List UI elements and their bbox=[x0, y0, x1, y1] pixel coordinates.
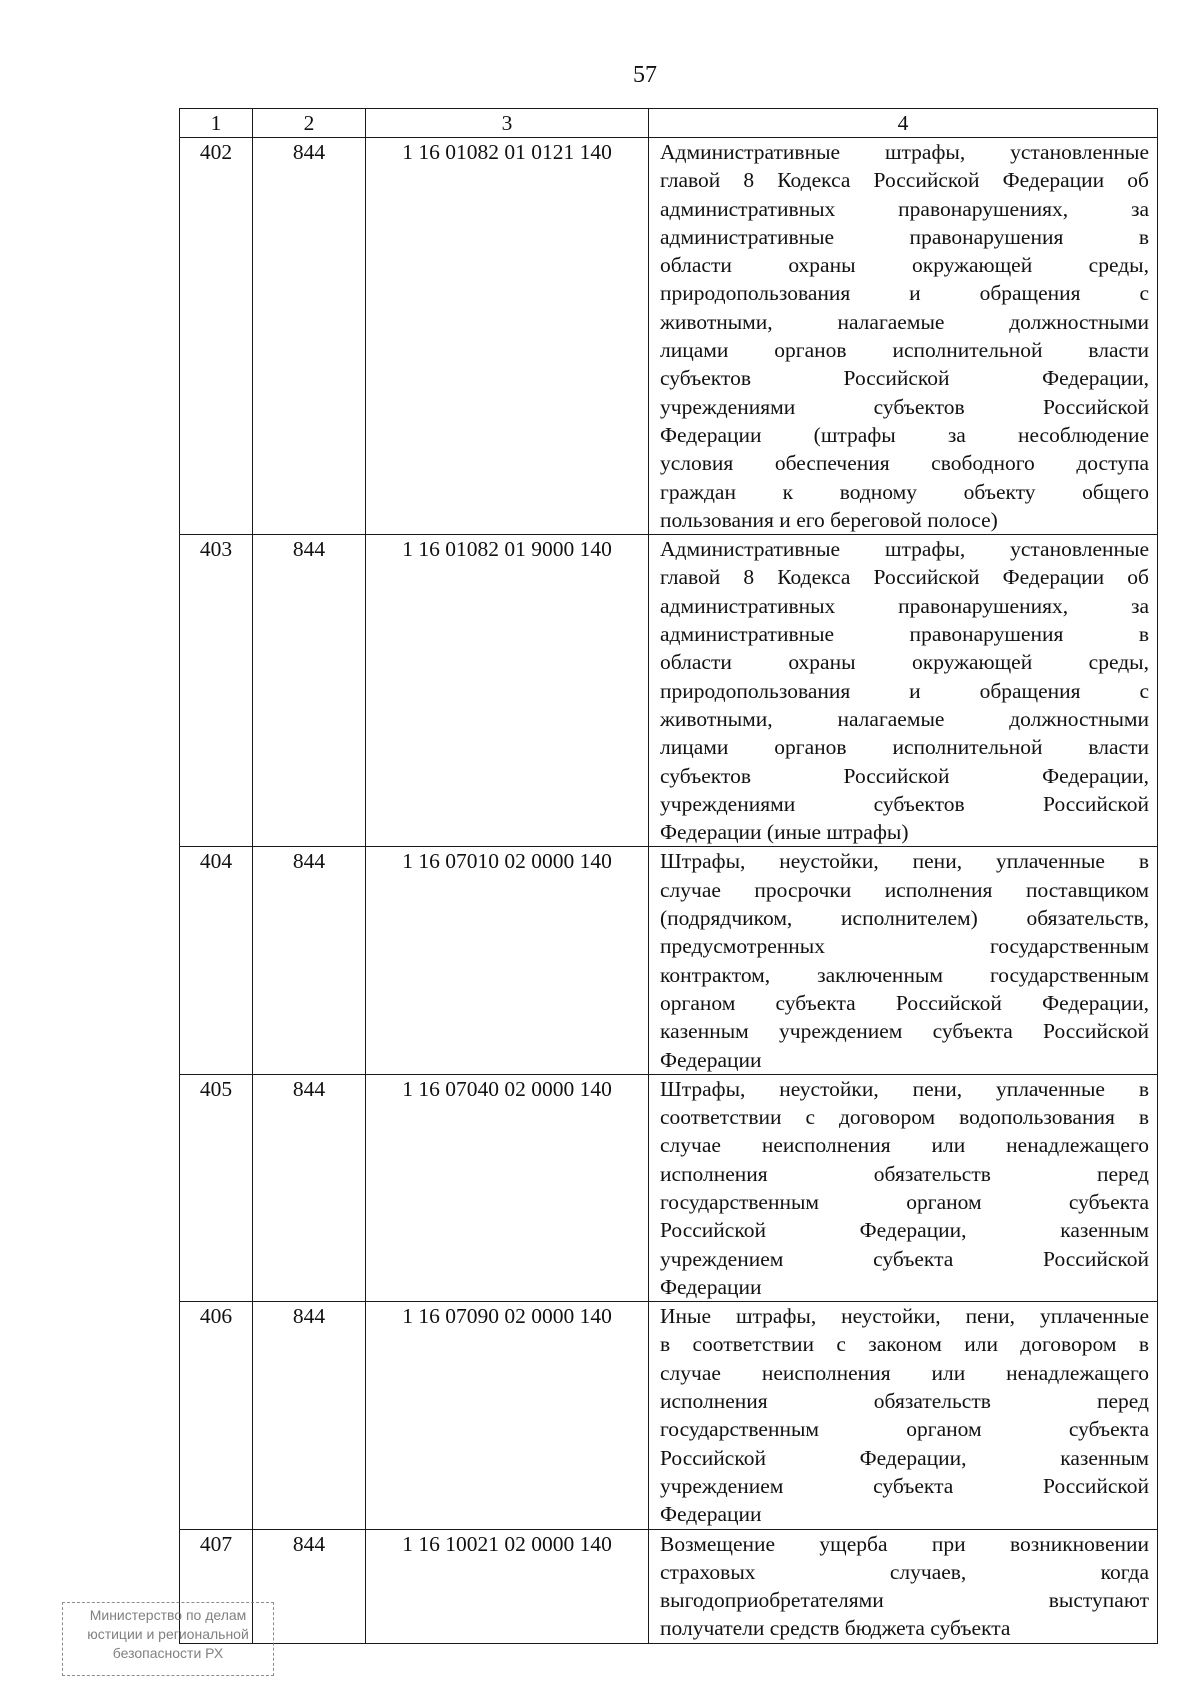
description-line: главой 8 Кодекса Российской Федерации об bbox=[660, 565, 1149, 590]
row-number-cell: 407 bbox=[180, 1529, 253, 1643]
row-number-cell: 404 bbox=[180, 847, 253, 1074]
budget-code-cell: 1 16 10021 02 0000 140 bbox=[366, 1529, 649, 1643]
description-text bbox=[649, 1530, 1157, 1643]
ministry-stamp bbox=[62, 1602, 274, 1676]
description-cell bbox=[649, 138, 1158, 535]
description-line: учреждениями субъектов Российской bbox=[660, 394, 1149, 419]
description-line: лицами органов исполнительной власти bbox=[660, 735, 1149, 760]
description-line: субъектов Российской Федерации, bbox=[660, 366, 1149, 391]
description-line: субъектов Российской Федерации, bbox=[660, 763, 1149, 788]
description-line: случае неисполнения или ненадлежащего bbox=[660, 1133, 1149, 1158]
description-line: Штрафы, неустойки, пени, уплаченные в bbox=[660, 1076, 1149, 1101]
description-cell bbox=[649, 1302, 1158, 1529]
stamp-line-1: Министерство по делам bbox=[89, 1607, 247, 1623]
table-row bbox=[180, 1529, 1158, 1643]
description-line: государственным органом субъекта bbox=[660, 1417, 1149, 1442]
description-line: животными, налагаемые должностными bbox=[660, 309, 1149, 334]
row-number-cell: 406 bbox=[180, 1302, 253, 1529]
budget-code-cell: 1 16 07010 02 0000 140 bbox=[366, 847, 649, 1074]
description-line: учреждением субъекта Российской bbox=[660, 1473, 1149, 1498]
budget-code-cell: 1 16 07090 02 0000 140 bbox=[366, 1302, 649, 1529]
description-line: граждан к водному объекту общего bbox=[660, 479, 1149, 504]
description-cell bbox=[649, 1529, 1158, 1643]
description-text bbox=[649, 847, 1157, 1073]
page-number: 57 bbox=[633, 62, 657, 88]
table-row bbox=[180, 847, 1158, 1074]
stamp-line-3: безопасности РХ bbox=[112, 1645, 224, 1661]
table-row bbox=[180, 1074, 1158, 1301]
description-line: выгодоприобретателями выступают bbox=[660, 1588, 1149, 1613]
description-line: Федерации bbox=[660, 1047, 762, 1072]
admin-code-cell: 844 bbox=[253, 847, 366, 1074]
table-row bbox=[180, 138, 1158, 535]
description-text bbox=[649, 138, 1157, 534]
description-line: административные правонарушения в bbox=[660, 224, 1149, 249]
description-line: предусмотренных государственным bbox=[660, 934, 1149, 959]
description-line: Административные штрафы, установленные bbox=[660, 140, 1149, 164]
description-text bbox=[649, 1302, 1157, 1528]
budget-code-cell: 1 16 01082 01 9000 140 bbox=[366, 535, 649, 847]
header-cell-1: 1 bbox=[180, 109, 253, 138]
budget-classification-table bbox=[179, 108, 1158, 1644]
description-line: случае неисполнения или ненадлежащего bbox=[660, 1360, 1149, 1385]
description-line: исполнения обязательств перед bbox=[660, 1161, 1149, 1186]
description-line: природопользования и обращения с bbox=[660, 281, 1149, 306]
description-line: животными, налагаемые должностными bbox=[660, 706, 1149, 731]
budget-code-cell: 1 16 01082 01 0121 140 bbox=[366, 138, 649, 535]
description-line: государственным органом субъекта bbox=[660, 1189, 1149, 1214]
description-line: учреждениями субъектов Российской bbox=[660, 791, 1149, 816]
description-line: Федерации bbox=[660, 1274, 762, 1299]
description-line: Иные штрафы, неустойки, пени, уплаченные bbox=[660, 1304, 1149, 1329]
description-line: Федерации bbox=[660, 1502, 762, 1527]
admin-code-cell: 844 bbox=[253, 1302, 366, 1529]
budget-code-cell: 1 16 07040 02 0000 140 bbox=[366, 1074, 649, 1301]
description-cell bbox=[649, 1074, 1158, 1301]
description-line: случае просрочки исполнения поставщиком bbox=[660, 877, 1149, 902]
description-line: условия обеспечения свободного доступа bbox=[660, 451, 1149, 476]
description-line: административных правонарушениях, за bbox=[660, 593, 1149, 618]
header-cell-2: 2 bbox=[253, 109, 366, 138]
description-line: области охраны окружающей среды, bbox=[660, 650, 1149, 675]
description-line: Федерации (штрафы за несоблюдение bbox=[660, 422, 1149, 447]
description-line: учреждением субъекта Российской bbox=[660, 1246, 1149, 1271]
description-line: области охраны окружающей среды, bbox=[660, 253, 1149, 278]
admin-code-cell: 844 bbox=[253, 535, 366, 847]
description-line: главой 8 Кодекса Российской Федерации об bbox=[660, 168, 1149, 193]
description-line: казенным учреждением субъекта Российской bbox=[660, 1019, 1149, 1044]
description-text bbox=[649, 1075, 1157, 1301]
table-row bbox=[180, 1302, 1158, 1529]
description-line: в соответствии с законом или договором в bbox=[660, 1332, 1149, 1357]
description-line: Административные штрафы, установленные bbox=[660, 537, 1149, 562]
description-line: Российской Федерации, казенным bbox=[660, 1445, 1149, 1470]
admin-code-cell: 844 bbox=[253, 1529, 366, 1643]
description-cell bbox=[649, 847, 1158, 1074]
description-line: лицами органов исполнительной власти bbox=[660, 338, 1149, 363]
description-line: соответствии с договором водопользования в bbox=[660, 1105, 1149, 1130]
description-line: исполнения обязательств перед bbox=[660, 1389, 1149, 1414]
description-text bbox=[649, 535, 1157, 846]
row-number-cell: 402 bbox=[180, 138, 253, 535]
description-line: страховых случаев, когда bbox=[660, 1559, 1149, 1584]
description-cell bbox=[649, 535, 1158, 847]
admin-code-cell: 844 bbox=[253, 138, 366, 535]
description-line: пользования и его береговой полосе) bbox=[660, 507, 998, 532]
description-line: Штрафы, неустойки, пени, уплаченные в bbox=[660, 849, 1149, 874]
description-line: (подрядчиком, исполнителем) обязательств, bbox=[660, 906, 1149, 931]
description-line: получатели средств бюджета субъекта bbox=[660, 1616, 1011, 1641]
stamp-line-2: юстиции и региональной bbox=[87, 1626, 249, 1642]
table-header-row bbox=[180, 109, 1158, 138]
row-number-cell: 403 bbox=[180, 535, 253, 847]
admin-code-cell: 844 bbox=[253, 1074, 366, 1301]
description-line: административные правонарушения в bbox=[660, 622, 1149, 647]
header-cell-4: 4 bbox=[649, 109, 1158, 138]
table-row bbox=[180, 535, 1158, 847]
description-line: природопользования и обращения с bbox=[660, 678, 1149, 703]
description-line: органом субъекта Российской Федерации, bbox=[660, 990, 1149, 1015]
description-line: контрактом, заключенным государственным bbox=[660, 962, 1149, 987]
header-cell-3: 3 bbox=[366, 109, 649, 138]
description-line: Возмещение ущерба при возникновении bbox=[660, 1531, 1149, 1556]
description-line: Федерации (иные штрафы) bbox=[660, 820, 909, 845]
description-line: административных правонарушениях, за bbox=[660, 196, 1149, 221]
row-number-cell: 405 bbox=[180, 1074, 253, 1301]
description-line: Российской Федерации, казенным bbox=[660, 1218, 1149, 1243]
